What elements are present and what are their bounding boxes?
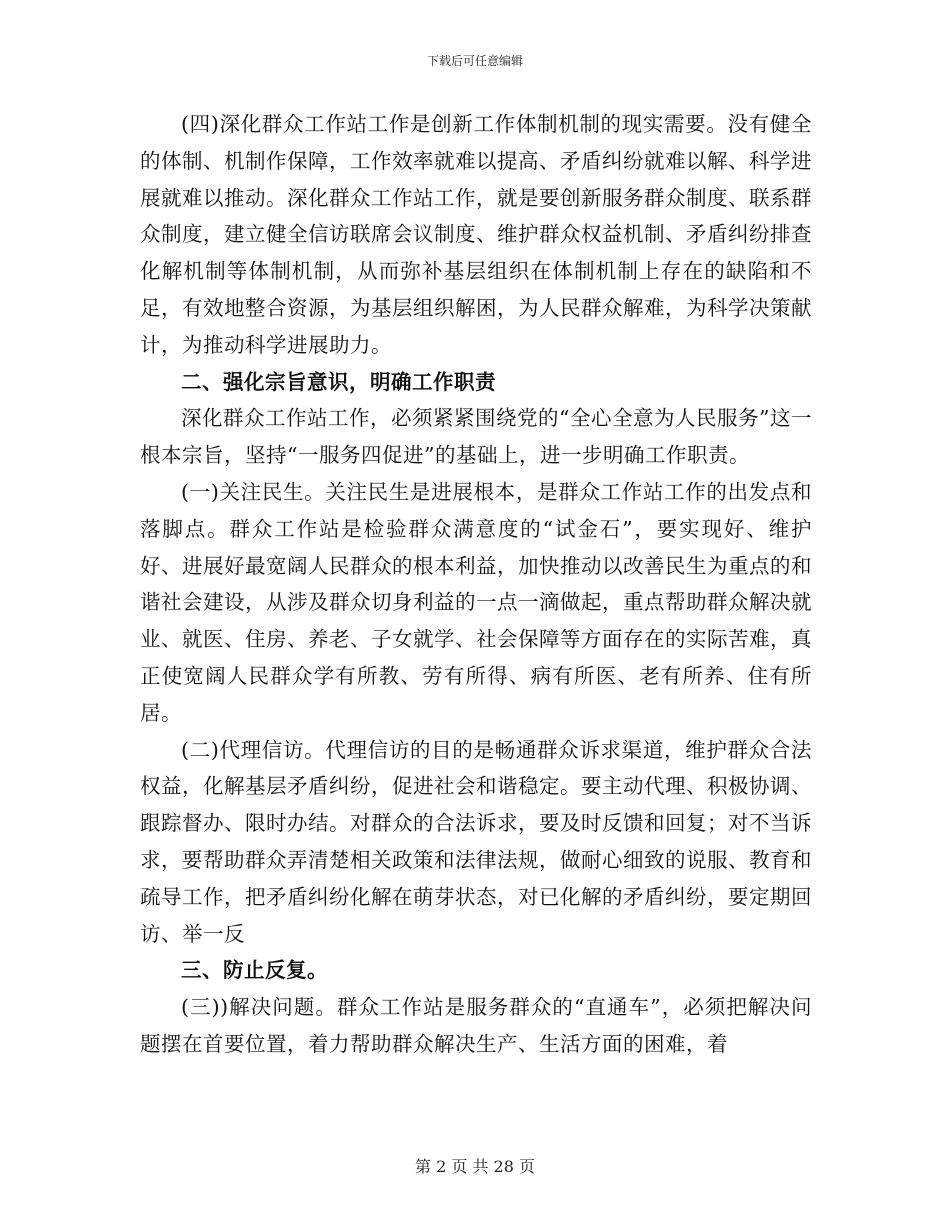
document-body bbox=[140, 106, 812, 1063]
paragraph-3-solve-problems: (三))解决问题。群众工作站是服务群众的“直通车”，必须把解决问题摆在首要位置，着力帮助群众解决生产、生活方面的困难，着 bbox=[140, 995, 812, 1056]
page-number: 第 2 页 共 28 页 bbox=[415, 1157, 535, 1176]
paragraph-1-livelihood: (一)关注民生。关注民生是进展根本，是群众工作站工作的出发点和落脚点。群众工作站是检验群众满意度的“试金石”，要实现好、维护好、进展好最宽阔人民群众的根本利益，加快推动以改善民生为重点的和谐社会建设，从涉及群众切身利益的一点一滴做起，重点帮助群众解决就业、就医、住房、养老、子女就学、社会保障等方面存在的实际苦难，真正使宽阔人民群众学有所教、劳有所得、病有所医、老有所养、住有所居。 bbox=[140, 479, 812, 725]
section-heading-2: 二、强化宗旨意识，明确工作职责 bbox=[181, 369, 496, 394]
page-header-note: 下载后可任意编辑 bbox=[426, 54, 523, 68]
section-heading-3: 三、防止反复。 bbox=[181, 958, 328, 983]
paragraph-4-reform-mechanism: (四)深化群众工作站工作是创新工作体制机制的现实需要。没有健全的体制、机制作保障，工作效率就难以提高、矛盾纠纷就难以解、科学进展就难以推动。深化群众工作站工作，就是要创新服务群众制度、联系群众制度，建立健全信访联席会议制度、维护群众权益机制、矛盾纠纷排查化解机制等体制机制，从而弥补基层组织在体制机制上存在的缺陷和不足，有效地整合资源，为基层组织解困，为人民群众解难，为科学决策献计，为推动科学进展助力。 bbox=[140, 112, 812, 357]
paragraph-section-2-intro: 深化群众工作站工作，必须紧紧围绕党的“全心全意为人民服务”这一根本宗旨，坚持“一服务四促进”的基础上，进一步明确工作职责。 bbox=[140, 406, 812, 468]
paragraph-2-petition: (二)代理信访。代理信访的目的是畅通群众诉求渠道，维护群众合法权益，化解基层矛盾纠纷，促进社会和谐稳定。要主动代理、积极协调、跟踪督办、限时办结。对群众的合法诉求，要及时反馈和回复；对不当诉求，要帮助群众弄清楚相关政策和法律法规，做耐心细致的说服、教育和疏导工作，把矛盾纠纷化解在萌芽状态，对已化解的矛盾纠纷，要定期回访、举一反 bbox=[140, 737, 812, 946]
